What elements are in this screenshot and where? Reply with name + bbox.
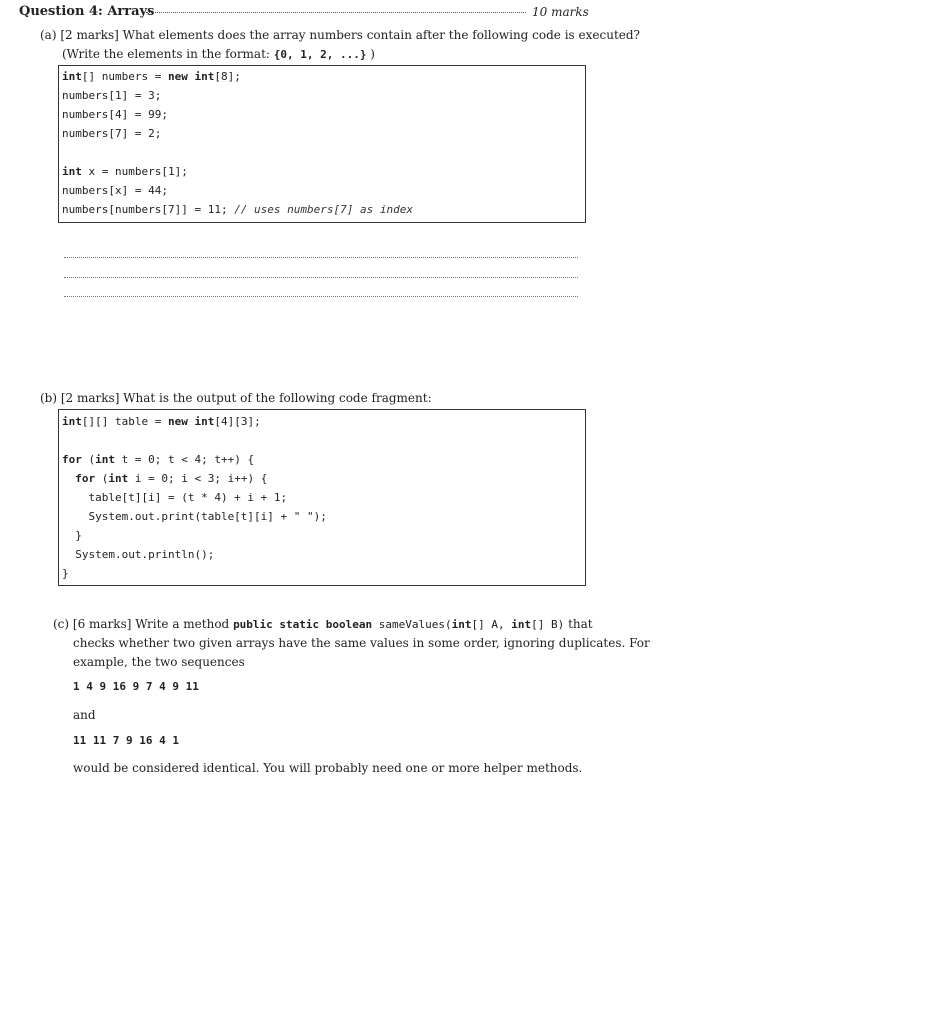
param-a: [] A, [471, 618, 512, 631]
code-text: numbers[x] = 44; [62, 184, 168, 197]
code-text: table[t][i] = (t * 4) + i + 1; [62, 491, 288, 504]
sequence-2: 11 11 7 9 16 4 1 [73, 734, 179, 747]
code-keyword: new int [167, 415, 215, 428]
answer-line-1[interactable] [64, 256, 578, 258]
part-c-question-line-3: example, the two sequences [73, 655, 245, 669]
code-text: i = 0; i < 3; i++) { [128, 472, 268, 485]
sequence-1: 1 4 9 16 9 7 4 9 11 [73, 680, 199, 693]
code-text: } [62, 567, 69, 580]
part-a-format-hint [62, 47, 375, 61]
format-hint-prefix: (Write the elements in the format: [62, 47, 274, 61]
code-line [62, 510, 327, 524]
code-text: System.out.print(table[t][i] + " "); [62, 510, 327, 523]
code-keyword: for [62, 472, 96, 485]
code-line [62, 89, 161, 103]
code-line [62, 491, 287, 505]
code-text: numbers[4] = 99; [62, 108, 168, 121]
code-line [62, 108, 168, 122]
code-text: [4][3]; [214, 415, 261, 428]
code-keyword: int [95, 453, 115, 466]
code-keyword: int [62, 415, 82, 428]
answer-line-2[interactable] [64, 276, 578, 278]
code-text: ( [81, 453, 96, 466]
param-type-a: int [451, 618, 472, 631]
format-hint-suffix: ) [366, 47, 375, 61]
code-keyword: new int [167, 70, 215, 83]
code-keyword: for [62, 453, 82, 466]
part-b-question: (b) [2 marks] What is the output of the following code fragment: [40, 391, 432, 405]
param-b: [] B) [531, 618, 565, 631]
question-marks: 10 marks [532, 5, 589, 19]
and-word: and [73, 708, 96, 722]
code-text: numbers[7] = 2; [62, 127, 162, 140]
answer-line-3[interactable] [64, 295, 578, 297]
code-text: t = 0; t < 4; t++) { [115, 453, 255, 466]
format-hint-code: {0, 1, 2, ...} [273, 48, 367, 61]
code-keyword: int [62, 70, 82, 83]
code-line [62, 70, 241, 84]
code-text: [8]; [214, 70, 241, 83]
code-text: x = numbers[1]; [81, 165, 188, 178]
code-line [62, 472, 267, 486]
code-box-part-a [58, 65, 586, 223]
code-text: System.out.println(); [62, 548, 215, 561]
part-c-prefix: (c) [6 marks] Write a method [53, 617, 234, 631]
part-c-question-line-1 [53, 617, 593, 631]
code-text: numbers[numbers[7]] = 11; [62, 203, 235, 216]
code-text: [][] table = [81, 415, 168, 428]
code-keyword: int [108, 472, 129, 485]
part-c-question-line-2: checks whether two given arrays have the same values in some order, ignoring duplicates. For [73, 636, 650, 650]
code-keyword: int [62, 165, 82, 178]
part-a-question: (a) [2 marks] What elements does the array numbers contain after the following code is executed? [40, 28, 640, 42]
code-text: ( [95, 472, 109, 485]
part-c-question-last-line: would be considered identical. You will probably need one or more helper methods. [73, 761, 583, 775]
code-line [62, 165, 188, 179]
method-name: sameValues( [372, 618, 452, 631]
code-line [62, 415, 261, 429]
code-comment: // uses numbers[7] as index [234, 203, 413, 216]
method-signature-modifiers: public static boolean [233, 618, 373, 631]
code-box-part-b [58, 409, 586, 586]
code-line [62, 203, 413, 217]
code-text: numbers[1] = 3; [62, 89, 162, 102]
code-line [62, 529, 82, 543]
code-text: [] numbers = [81, 70, 168, 83]
question-title: Question 4: Arrays [19, 4, 155, 19]
code-line [62, 184, 168, 198]
part-c-suffix: that [564, 617, 593, 631]
title-leader-dots [146, 11, 526, 13]
code-line [62, 453, 254, 467]
code-line [62, 548, 214, 562]
code-text: } [62, 529, 82, 542]
param-type-b: int [511, 618, 532, 631]
code-line [62, 127, 161, 141]
code-line [62, 567, 69, 581]
